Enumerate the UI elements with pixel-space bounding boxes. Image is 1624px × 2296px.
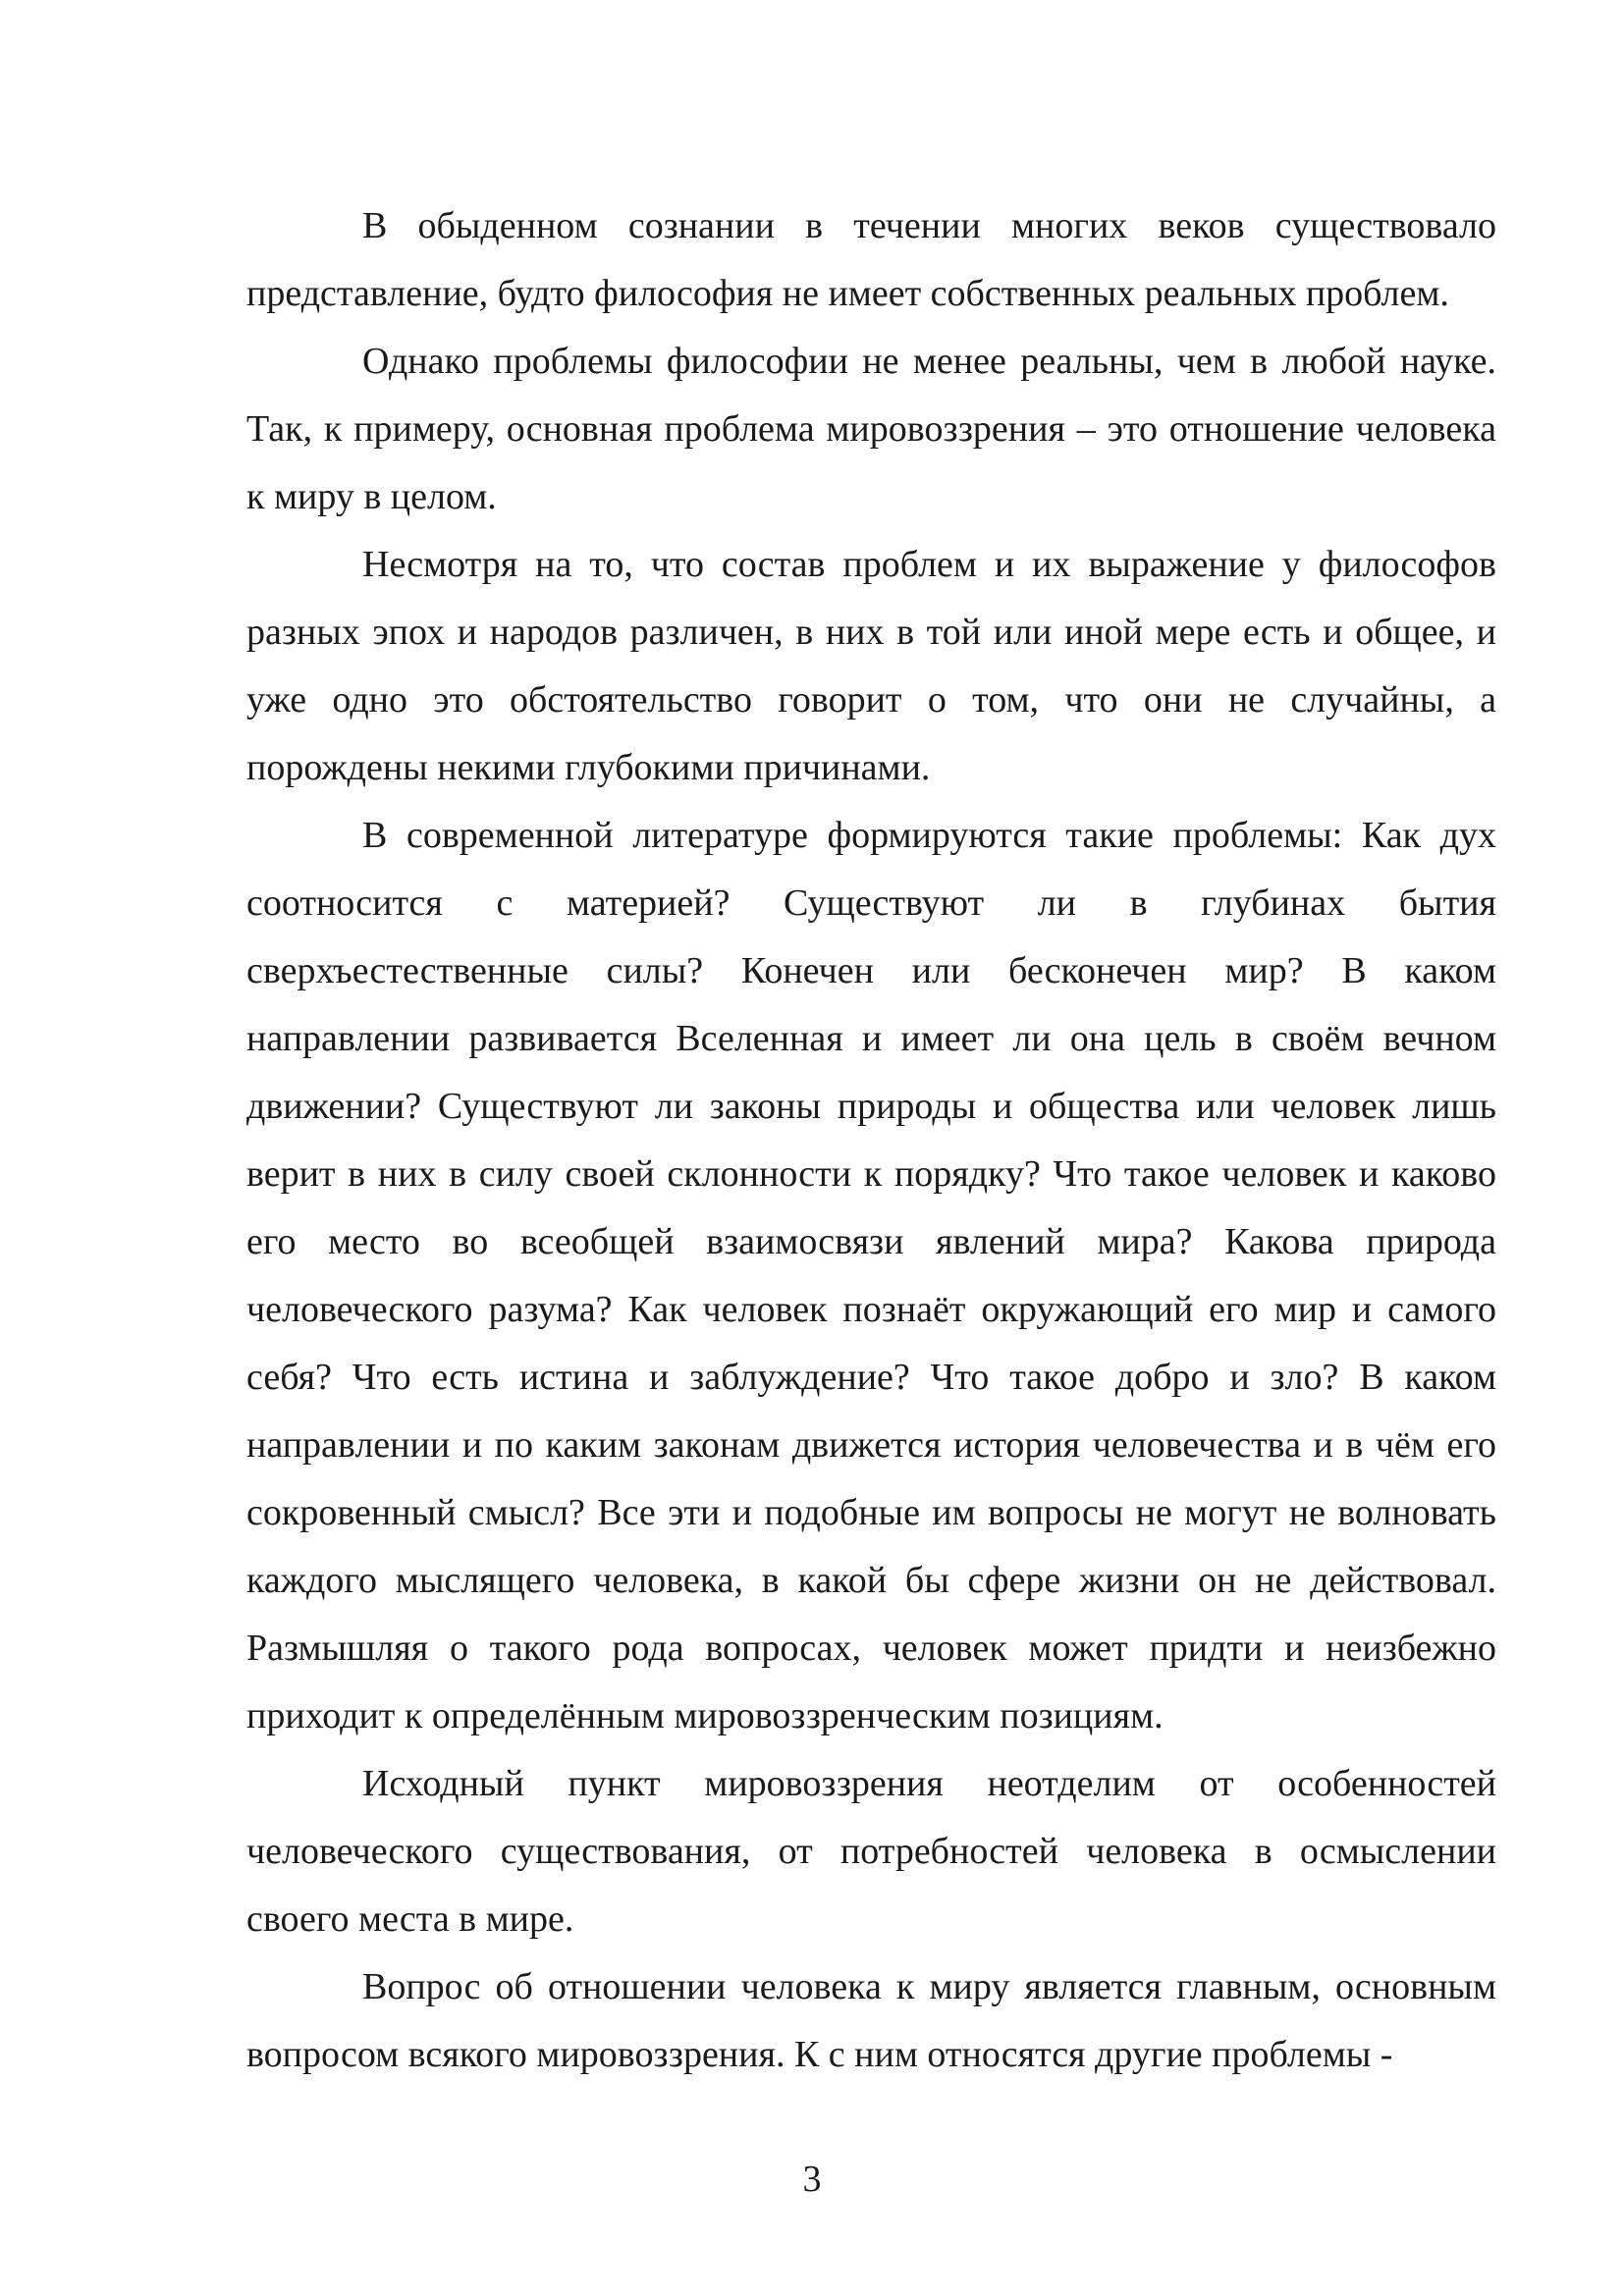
page-number: 3 <box>802 2159 822 2200</box>
paragraph-3: Несмотря на то, что состав проблем и их выражение у философов разных эпох и народов различен, в них в той или иной мере есть и общее, и уже одно это обстоятельство говорит о том, что они не случайны, а порождены некими глубокими причинами. <box>246 544 1496 788</box>
paragraph-2: Однако проблемы философии не менее реальны, чем в любой науке. Так, к примеру, основная проблема мировоззрения – это отношение человека к миру в целом. <box>246 341 1496 517</box>
page-body <box>246 192 1496 2089</box>
paragraph-4: В современной литературе формируются такие проблемы: Как дух соотносится с материей? Существуют ли в глубинах бытия сверхъестественные силы? Конечен или бесконечен мир? В каком направлении развивается Вселенная и имеет ли она цель в своём вечном движении? Существуют ли законы природы и общества или человек лишь верит в них в силу своей склонности к порядку? Что такое человек и каково его место во всеобщей взаимосвязи явлений мира? Какова природа человеческого разума? Как человек познаёт окружающий его мир и самого себя? Что есть истина и заблуждение? Что такое добро и зло? В каком направлении и по каким законам движется история человечества и в чём его сокровенный смысл? Все эти и подобные им вопросы не могут не волновать каждого мыслящего человека, в какой бы сфере жизни он не действовал. Размышляя о такого рода вопросах, человек может придти и неизбежно приходит к определённым мировоззренческим позициям. <box>246 815 1496 1736</box>
paragraph-6: Вопрос об отношении человека к миру является главным, основным вопросом всякого мировоззрения. К с ним относятся другие проблемы - <box>246 1966 1496 2075</box>
paragraph-1: В обыденном сознании в течении многих веков существовало представление, будто философия не имеет собственных реальных проблем. <box>246 205 1496 314</box>
paragraph-5: Исходный пункт мировоззрения неотделим от особенностей человеческого существования, от потребностей человека в осмыслении своего места в мире. <box>246 1763 1496 1940</box>
